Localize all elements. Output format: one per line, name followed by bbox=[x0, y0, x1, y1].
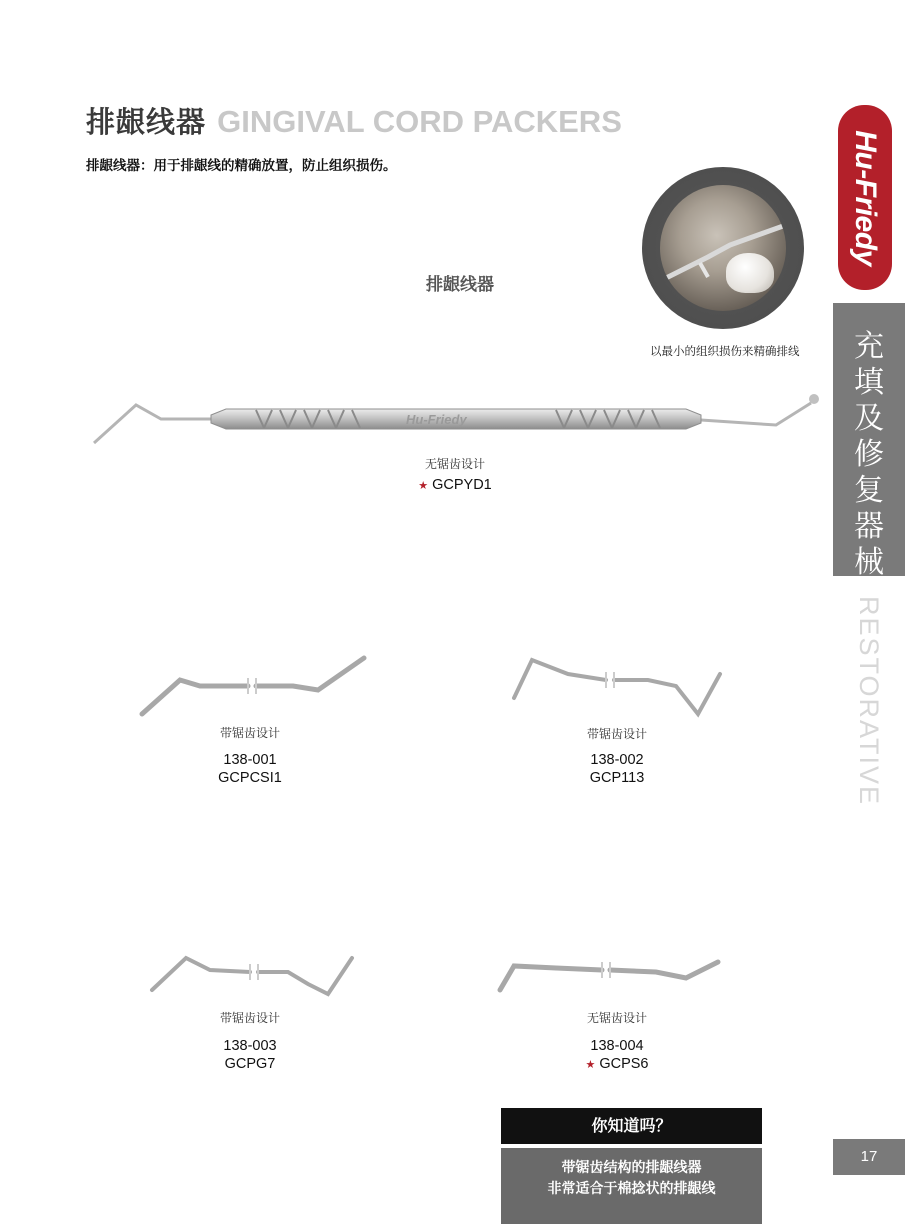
category-char: 修 bbox=[854, 437, 884, 472]
page-number: 17 bbox=[833, 1139, 905, 1175]
page-title bbox=[86, 100, 622, 141]
category-chinese bbox=[833, 329, 905, 581]
item-1-model: GCPCSI1 bbox=[218, 770, 282, 786]
tooth-shape bbox=[726, 253, 774, 293]
item-1-design: 带锯齿设计 bbox=[219, 726, 280, 740]
main-instrument-image bbox=[86, 385, 826, 455]
photo-caption: 以最小的组织损伤来精确排线 bbox=[650, 344, 800, 358]
title-chinese: 排龈线器 bbox=[86, 105, 207, 139]
category-char: 充 bbox=[854, 329, 884, 364]
item-3-model: GCPG7 bbox=[224, 1056, 276, 1072]
item-3-design: 带锯齿设计 bbox=[219, 1011, 280, 1025]
item-2-design: 带锯齿设计 bbox=[586, 727, 647, 741]
instrument-in-mouth-icon bbox=[660, 185, 786, 311]
main-item-design: 无锯齿设计 bbox=[424, 457, 485, 471]
did-you-know-heading: 你知道吗？ bbox=[501, 1108, 762, 1144]
clinical-photo-image bbox=[660, 185, 786, 311]
item-4-code bbox=[547, 1037, 687, 1074]
main-item-code-row bbox=[385, 476, 525, 495]
did-you-know-line-1: 带锯齿结构的排龈线器 bbox=[561, 1160, 702, 1176]
category-char: 及 bbox=[854, 401, 884, 436]
item-1-code bbox=[180, 751, 320, 787]
did-you-know-line-2: 非常适合于棉捻状的排龈线 bbox=[547, 1181, 716, 1197]
category-char: 械 bbox=[854, 545, 884, 580]
red-star-icon: ★ bbox=[585, 1059, 596, 1071]
clinical-photo bbox=[642, 167, 804, 329]
instrument-image-138-002 bbox=[508, 652, 730, 718]
section-heading: 排龈线器 bbox=[426, 275, 494, 295]
title-english: GINGIVAL CORD PACKERS bbox=[217, 104, 622, 139]
category-english: RESTORATIVE bbox=[854, 596, 884, 807]
item-2-model: GCP113 bbox=[589, 770, 645, 786]
item-3-code bbox=[180, 1037, 320, 1073]
item-4-model: GCPS6 bbox=[599, 1056, 649, 1072]
item-4-design: 无锯齿设计 bbox=[586, 1011, 647, 1025]
item-1-number: 138-001 bbox=[223, 752, 277, 768]
item-2-code bbox=[547, 751, 687, 787]
item-3-number: 138-003 bbox=[223, 1038, 277, 1054]
category-char: 填 bbox=[854, 365, 884, 400]
item-4-number: 138-004 bbox=[590, 1038, 644, 1054]
page-subtitle: 排龈线器：用于排龈线的精确放置，防止组织损伤。 bbox=[86, 158, 397, 174]
hu-friedy-logo bbox=[838, 105, 892, 290]
category-side-tab bbox=[833, 303, 905, 580]
instrument-image-138-001 bbox=[138, 652, 370, 718]
item-2-number: 138-002 bbox=[590, 752, 644, 768]
logo-text: Hu-Friedy bbox=[849, 129, 882, 266]
red-star-icon: ★ bbox=[418, 480, 429, 492]
category-char: 器 bbox=[854, 509, 884, 544]
instrument-image-138-004 bbox=[496, 952, 724, 998]
did-you-know-body bbox=[501, 1148, 762, 1224]
handle-brand-text: Hu-Friedy bbox=[406, 412, 467, 427]
category-char: 复 bbox=[854, 473, 884, 508]
main-item-code: GCPYD1 bbox=[432, 477, 492, 493]
instrument-image-138-003 bbox=[148, 950, 360, 1000]
